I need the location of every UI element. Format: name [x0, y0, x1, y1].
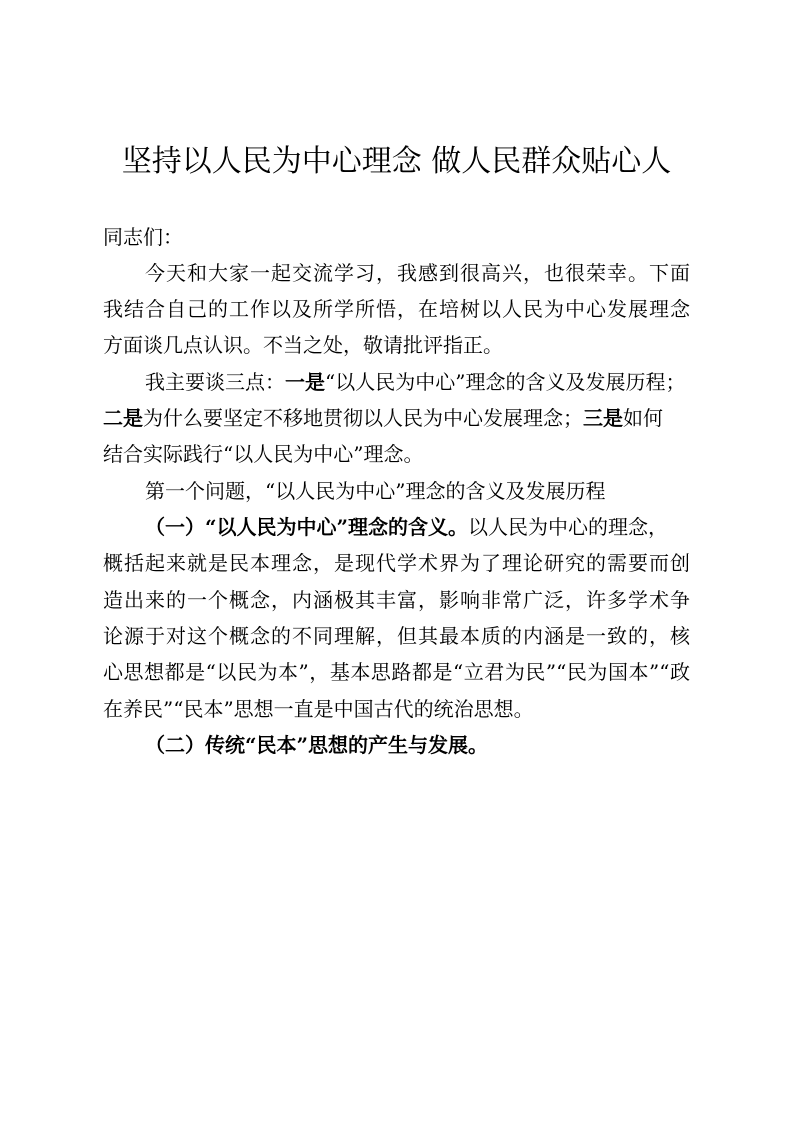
salutation: 同志们： [103, 225, 183, 249]
point-two-label: 二是 [103, 406, 143, 430]
point-one-text: “以人民为中心”理念的含义及发展历程； [325, 370, 686, 394]
paragraph-2-intro: 我主要谈三点： [145, 370, 285, 394]
document-title: 坚持以人民为中心理念 做人民群众贴心人 [121, 144, 672, 179]
paragraph-3-line-2: 概括起来就是民本理念，是现代学术界为了理论研究的需要而创 [103, 551, 690, 575]
paragraph-2-line-1 [145, 367, 685, 397]
paragraph-1-line-1: 今天和大家一起交流学习，我感到很高兴，也很荣幸。下面 [145, 261, 690, 285]
point-three-text-start: 如何 [623, 406, 663, 430]
point-two-text: 为什么要坚定不移地贯彻以人民为中心发展理念； [143, 406, 583, 430]
paragraph-1-line-3: 方面谈几点认识。不当之处，敬请批评指正。 [103, 333, 503, 357]
paragraph-3-line-5: 心思想都是“以民为本”，基本思路都是“立君为民”“民为国本”“政 [103, 660, 690, 684]
paragraph-2-line-3: 结合实际践行“以人民为中心”理念。 [103, 442, 424, 466]
paragraph-3-line-1 [145, 512, 668, 542]
paragraph-1-line-2: 我结合自己的工作以及所学所悟，在培树以人民为中心发展理念 [103, 297, 690, 321]
section-1-heading: 第一个问题，“以人民为中心”理念的含义及发展历程 [145, 479, 606, 503]
subsection-1-text-start: 以人民为中心的理念， [468, 515, 669, 539]
point-one-label: 一是 [285, 370, 325, 394]
subsection-1-heading: （一）“以人民为中心”理念的含义。 [145, 515, 469, 539]
paragraph-2-line-2 [103, 403, 663, 433]
point-three-label: 三是 [583, 406, 623, 430]
paragraph-3-line-3: 造出来的一个概念，内涵极其丰富，影响非常广泛，许多学术争 [103, 588, 690, 612]
paragraph-3-line-4: 论源于对这个概念的不同理解，但其最本质的内涵是一致的，核 [103, 624, 690, 648]
paragraph-3-line-6: 在养民”“民本”思想一直是中国古代的统治思想。 [103, 697, 534, 721]
subsection-2-heading: （二）传统“民本”思想的产生与发展。 [145, 733, 489, 757]
